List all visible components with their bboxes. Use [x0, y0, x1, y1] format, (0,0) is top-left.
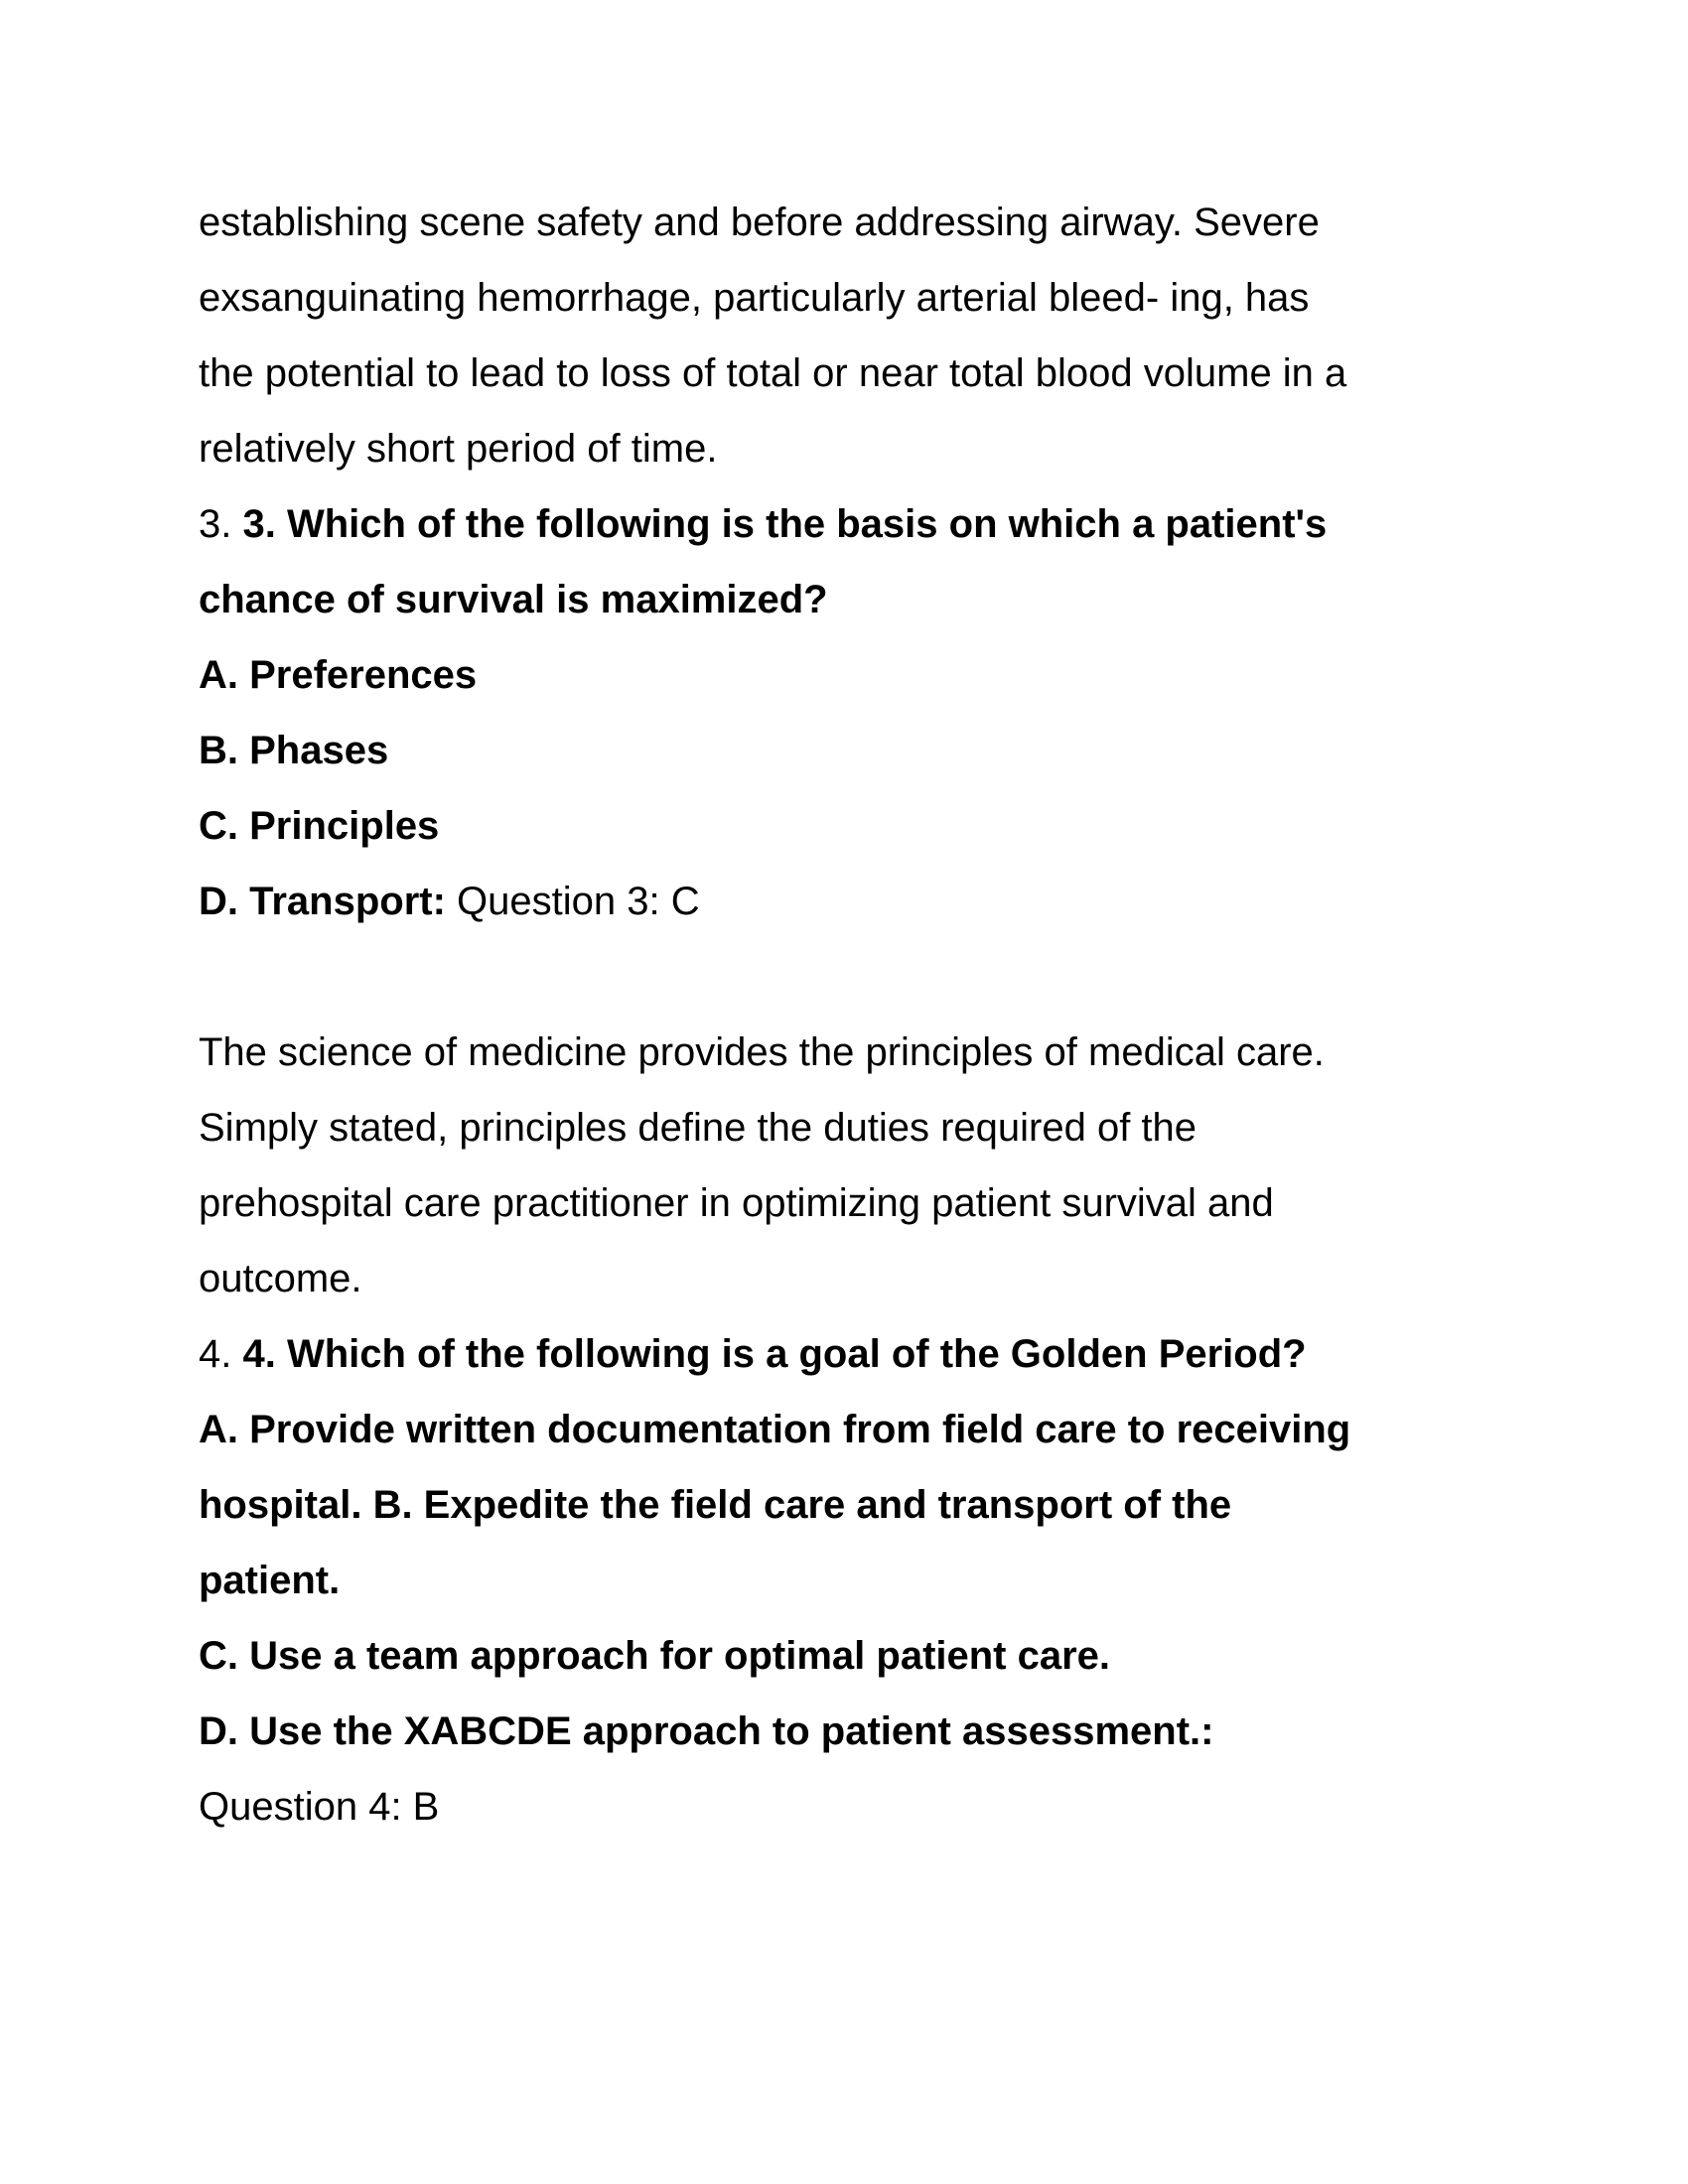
intro-line: the potential to lead to loss of total or near total blood volume in a: [199, 351, 1347, 395]
explanation-line: prehospital care practitioner in optimizing patient survival and: [199, 1181, 1274, 1225]
document-page: [199, 185, 1509, 1844]
question-4-number: 4.: [199, 1332, 232, 1376]
question-4-option-line: A. Provide written documentation from field care to receiving: [199, 1408, 1351, 1451]
question-4-answer: Question 4: B: [199, 1785, 440, 1829]
explanation-line: Simply stated, principles define the duties required of the: [199, 1106, 1197, 1150]
question-3-number: 3.: [199, 502, 232, 546]
explanation-line: outcome.: [199, 1257, 362, 1300]
question-3-option-a: A. Preferences: [199, 653, 478, 697]
question-4-option-line: C. Use a team approach for optimal patient care.: [199, 1634, 1111, 1678]
question-3-option-d-row: [199, 864, 1509, 939]
intro-line: exsanguinating hemorrhage, particularly arterial bleed- ing, has: [199, 276, 1310, 320]
question-3-header: [199, 486, 1509, 562]
question-3-option-b: B. Phases: [199, 729, 389, 772]
explanation-line: The science of medicine provides the principles of medical care.: [199, 1030, 1325, 1074]
question-3-option-d: D. Transport:: [199, 880, 446, 923]
intro-line: relatively short period of time.: [199, 427, 718, 471]
question-4-option-line: D. Use the XABCDE approach to patient assessment.:: [199, 1709, 1214, 1753]
question-4-text: 4. Which of the following is a goal of the Golden Period?: [242, 1332, 1307, 1376]
intro-line: establishing scene safety and before addressing airway. Severe: [199, 201, 1320, 244]
question-4-option-line: patient.: [199, 1559, 341, 1602]
question-4-header: [199, 1316, 1509, 1392]
question-3-answer: Question 3: C: [457, 880, 700, 923]
question-4-option-line: hospital. B. Expedite the field care and transport of the: [199, 1483, 1232, 1527]
question-3-option-c: C. Principles: [199, 804, 440, 848]
question-3-text: 3. Which of the following is the basis on which a patient's: [242, 502, 1328, 546]
question-3-text-cont: chance of survival is maximized?: [199, 578, 828, 621]
